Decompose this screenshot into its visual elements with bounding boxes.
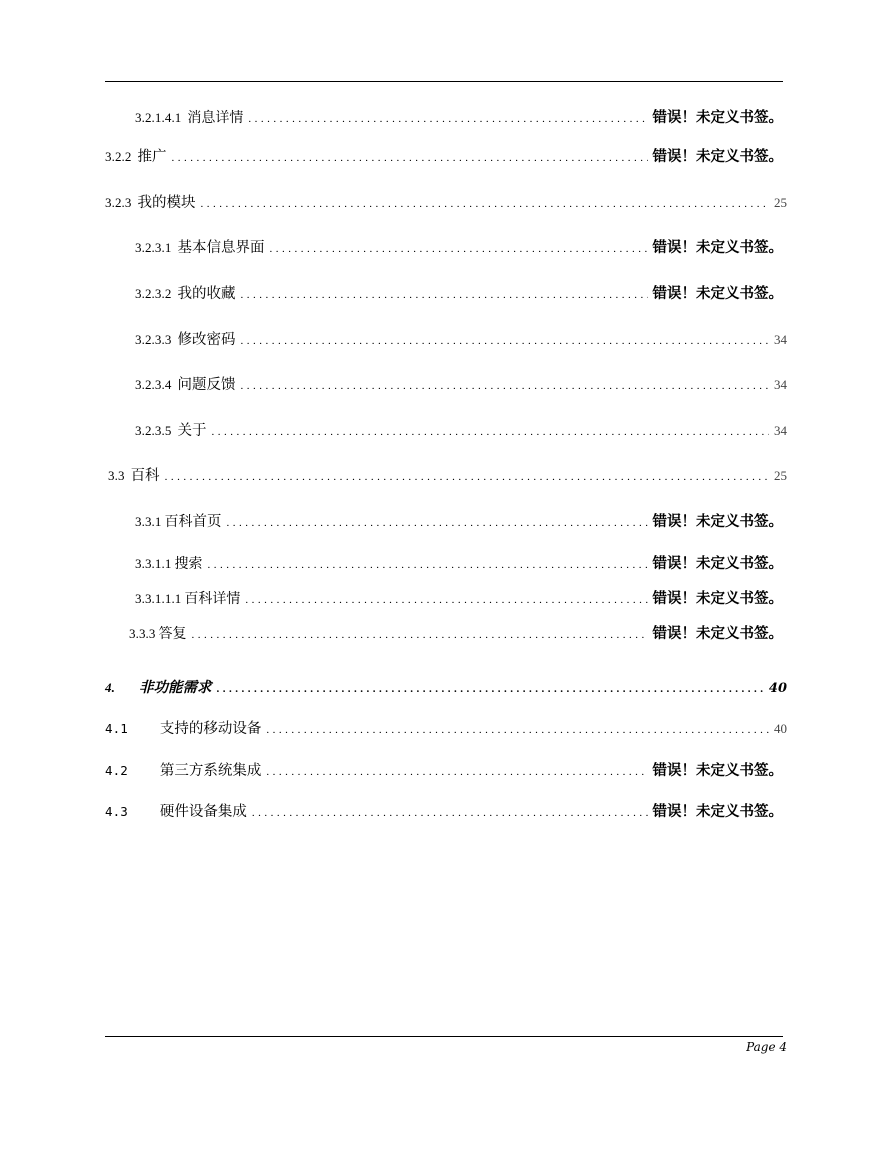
toc-leader [269, 243, 647, 255]
toc-page-error: 错误！未定义书签。 [652, 804, 783, 820]
toc-page-error: 错误！未定义书签。 [652, 556, 783, 572]
toc-entry-4-1[interactable] [105, 717, 787, 737]
toc-leader [240, 289, 647, 301]
toc-number: 4.2 [105, 763, 128, 778]
toc-entry-3-3-1-1[interactable] [135, 552, 783, 572]
toc-leader [245, 594, 647, 606]
toc-number: 3.2.3 [105, 195, 132, 210]
toc-leader [248, 113, 647, 125]
toc-leader [240, 380, 769, 392]
toc-number: 3.2.3.4 [135, 377, 172, 392]
toc-number: 3.3.1 [135, 514, 162, 529]
toc-leader [227, 517, 648, 529]
toc-page-number: 34 [774, 332, 787, 347]
toc-page-number: 40 [774, 721, 787, 736]
toc-title: 百科详情 [184, 591, 241, 607]
toc-title: 支持的移动设备 [159, 721, 262, 737]
toc-number: 3.2.2 [105, 149, 132, 164]
toc-page-error: 错误！未定义书签。 [652, 626, 783, 642]
toc-entry-3-2-3[interactable] [105, 191, 787, 211]
toc-number: 4.3 [105, 804, 128, 819]
toc-page-error: 错误！未定义书签。 [652, 514, 783, 530]
toc-page-error: 错误！未定义书签。 [652, 240, 783, 256]
toc-title: 我的收藏 [177, 286, 236, 302]
toc-number: 3.3.1.1 [135, 556, 172, 571]
toc-leader [172, 152, 648, 164]
toc-title-part-a: 百科 [164, 514, 193, 530]
toc-entry-3-2-3-5[interactable] [135, 419, 787, 439]
toc-title: 修改密码 [177, 332, 236, 348]
toc-page-number: 40 [768, 681, 787, 696]
toc-page-number: 25 [774, 468, 787, 483]
toc-page-number: 34 [774, 423, 787, 438]
toc-entry-4[interactable] [105, 676, 787, 696]
toc-page-error: 错误！未定义书签。 [652, 149, 783, 165]
toc-number: 3.3.3 [129, 626, 156, 641]
toc-title: 消息详情 [187, 110, 244, 126]
toc-entry-3-2-3-3[interactable] [135, 328, 787, 348]
toc-title: 答复 [158, 626, 187, 642]
toc-page-error: 错误！未定义书签。 [652, 591, 783, 607]
toc-number: 3.2.3.2 [135, 286, 172, 301]
toc-number: 4.1 [105, 721, 128, 736]
toc-entry-3-3-1[interactable] [135, 510, 783, 530]
toc-entry-3-3-3[interactable] [129, 622, 783, 642]
toc-page-number: 34 [774, 377, 787, 392]
header-rule [105, 81, 783, 82]
toc-title: 百科 [130, 468, 160, 484]
toc-page-number: 25 [774, 195, 787, 210]
toc-number: 3.3 [108, 468, 125, 483]
toc-title: 推广 [137, 149, 167, 165]
toc-number: 3.2.1.4.1 [135, 110, 182, 125]
toc-page-error: 错误！未定义书签。 [652, 110, 783, 126]
toc-page-error: 错误！未定义书签。 [652, 286, 783, 302]
toc-leader [192, 629, 648, 641]
toc-entry-4-3[interactable] [105, 800, 783, 820]
toc-leader [201, 198, 770, 210]
toc-title: 硬件设备集成 [159, 804, 247, 820]
toc-leader [165, 471, 769, 483]
toc-title: 基本信息界面 [177, 240, 265, 256]
toc-number: 3.2.3.3 [135, 332, 172, 347]
toc-leader [266, 724, 769, 736]
footer-page-number: Page 4 [746, 1040, 787, 1054]
toc-title-part-b: 首页 [192, 514, 222, 530]
toc-entry-3-3-1-1-1[interactable] [135, 587, 783, 607]
toc-entry-3-2-2[interactable] [105, 145, 783, 165]
toc-number: 3.2.3.1 [135, 240, 172, 255]
toc-entry-3-2-3-1[interactable] [135, 236, 783, 256]
toc-title: 问题反馈 [177, 377, 236, 393]
toc-page-error: 错误！未定义书签。 [652, 763, 783, 779]
toc-leader [211, 426, 769, 438]
toc-title: 搜索 [174, 556, 203, 572]
toc-leader [207, 559, 647, 571]
toc-title: 关于 [177, 423, 207, 439]
toc-number: 3.2.3.5 [135, 423, 172, 438]
toc-leader [266, 766, 647, 778]
toc-entry-3-3[interactable] [108, 464, 787, 484]
toc-entry-3-2-3-4[interactable] [135, 373, 787, 393]
toc-title: 第三方系统集成 [159, 763, 262, 779]
toc-title: 我的模块 [137, 195, 196, 211]
toc-entry-3-2-1-4-1[interactable] [135, 106, 783, 126]
toc-entry-3-2-3-2[interactable] [135, 282, 783, 302]
footer-rule [105, 1036, 783, 1037]
toc-entry-4-2[interactable] [105, 759, 783, 779]
toc-title: 非功能需求 [138, 680, 212, 696]
toc-leader [240, 335, 769, 347]
toc-number: 3.3.1.1.1 [135, 591, 182, 606]
toc-leader [252, 807, 648, 819]
toc-leader [216, 683, 763, 695]
toc-number: 4. [105, 680, 115, 695]
